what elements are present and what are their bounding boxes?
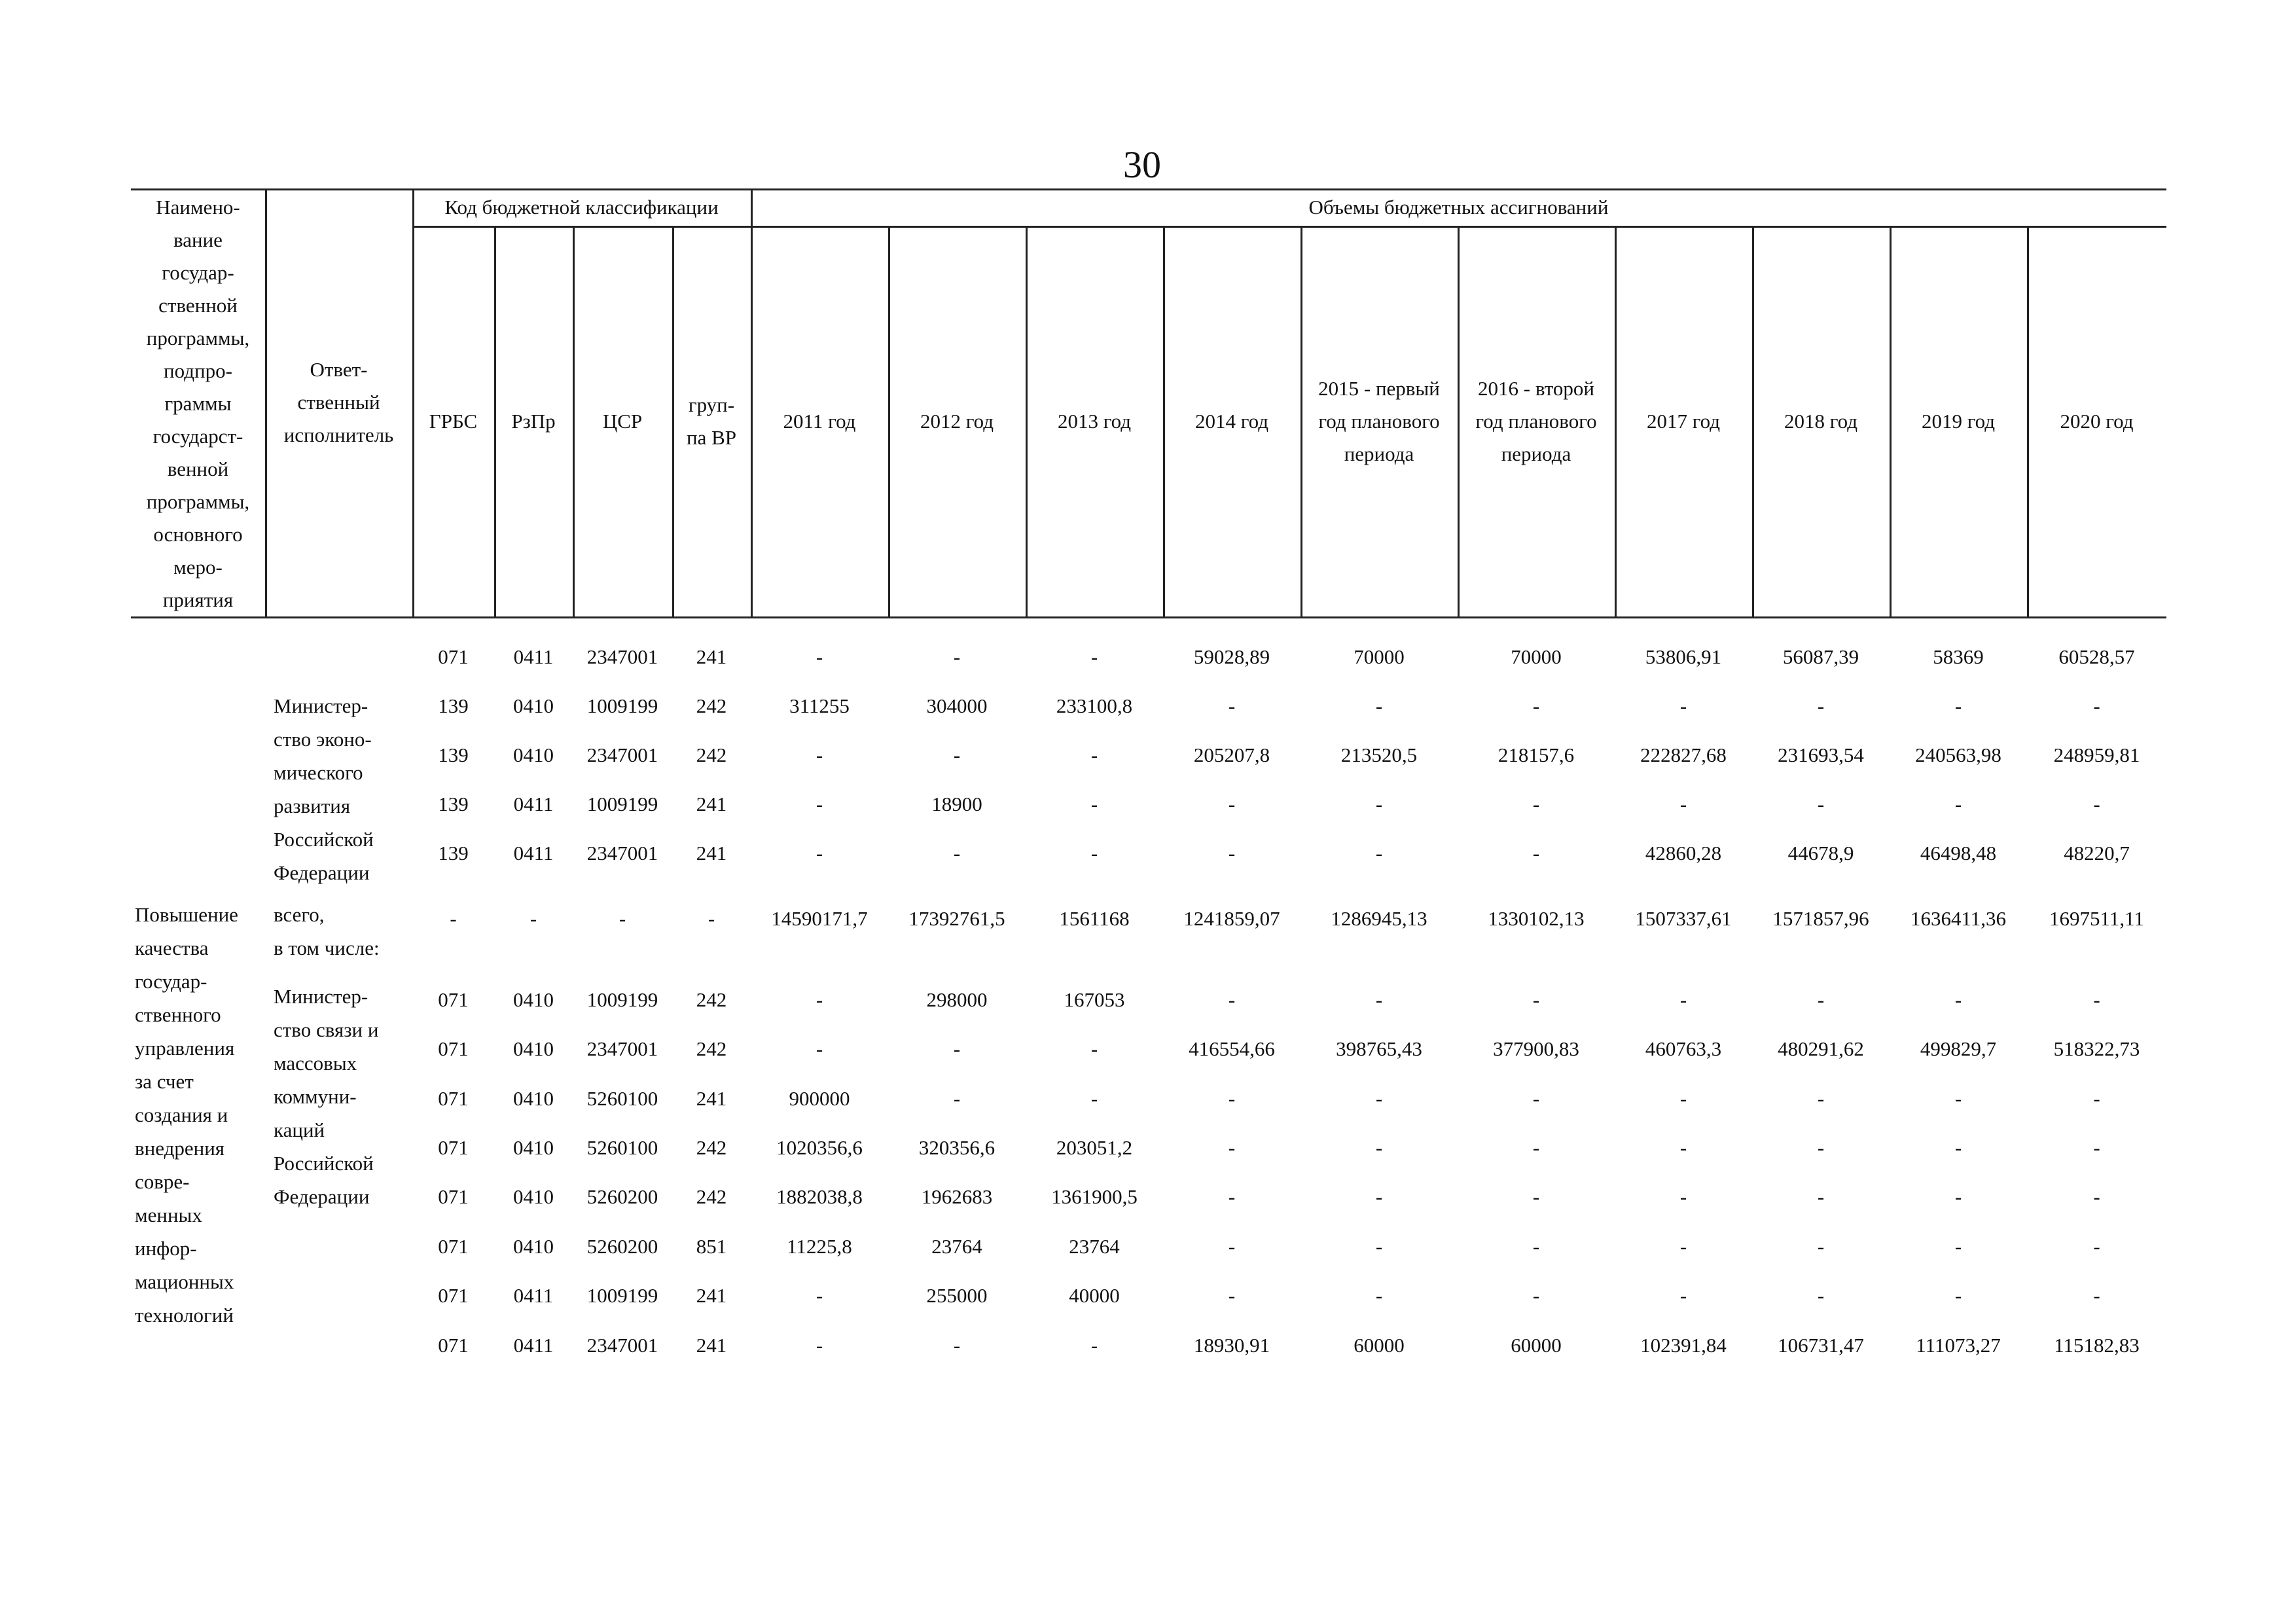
table-cell: -	[816, 793, 823, 815]
table-cell: 499829,7	[1920, 1037, 1997, 1060]
table-cell: -	[953, 1087, 961, 1110]
table-cell: -	[953, 1334, 961, 1357]
table-cell: -	[708, 907, 715, 930]
table-cell: -	[1532, 842, 1540, 865]
table-cell: -	[1375, 1284, 1383, 1307]
table-cell: 1009199	[586, 793, 658, 815]
table-cell: -	[2093, 1185, 2100, 1208]
table-cell: -	[1679, 1087, 1687, 1110]
table-cell: 14590171,7	[771, 907, 868, 930]
column-header: 2015 - первый год планового периода	[1318, 376, 1440, 465]
table-cell: -	[1532, 793, 1540, 815]
table-cell: 48220,7	[2064, 842, 2130, 865]
table-cell: 213520,5	[1340, 743, 1418, 766]
table-cell: 1571857,96	[1772, 907, 1869, 930]
table-cell: -	[1817, 694, 1825, 717]
column-header: 2020 год	[2060, 409, 2134, 433]
table-cell: -	[816, 1334, 823, 1357]
table-cell: 304000	[926, 694, 988, 717]
table-cell: 241	[696, 1334, 727, 1357]
table-cell: -	[1228, 1235, 1236, 1258]
table-cell: 58369	[1933, 645, 1984, 668]
table-cell: -	[1817, 1136, 1825, 1159]
table-cell: 1009199	[586, 694, 658, 717]
table-cell: 0411	[513, 793, 554, 815]
table-cell: 139	[438, 743, 469, 766]
table-cell: 320356,6	[918, 1136, 996, 1159]
table-cell: 139	[438, 842, 469, 865]
table-cell: 2347001	[586, 645, 658, 668]
table-cell: 0410	[513, 1037, 554, 1060]
table-cell: 0410	[513, 988, 554, 1011]
table-cell: 115182,83	[2054, 1334, 2140, 1357]
table-cell: 1330102,13	[1488, 907, 1585, 930]
table-cell: 900000	[789, 1087, 850, 1110]
table-cell: -	[1375, 1087, 1383, 1110]
table-cell: -	[1954, 793, 1962, 815]
table-cell: 42860,28	[1645, 842, 1722, 865]
table-cell: 1020356,6	[776, 1136, 863, 1159]
table-cell: -	[1228, 1284, 1236, 1307]
table-cell: 2347001	[586, 1334, 658, 1357]
table-cell: 60528,57	[2058, 645, 2135, 668]
table-cell: -	[1532, 694, 1540, 717]
table-cell: 241	[696, 645, 727, 668]
table-cell: 205207,8	[1193, 743, 1270, 766]
table-cell: 1241859,07	[1183, 907, 1280, 930]
column-header: 2019 год	[1921, 409, 1996, 433]
table-cell: -	[1532, 1185, 1540, 1208]
table-cell: 071	[438, 1235, 469, 1258]
table-cell: 60000	[1511, 1334, 1562, 1357]
table-cell: -	[1679, 1284, 1687, 1307]
table-cell: 241	[696, 842, 727, 865]
table-cell: 2347001	[586, 743, 658, 766]
table-cell: -	[2093, 1087, 2100, 1110]
table-cell: -	[1375, 842, 1383, 865]
table-cell: -	[1228, 1185, 1236, 1208]
table-cell: 242	[696, 1136, 727, 1159]
table-cell: 460763,3	[1645, 1037, 1722, 1060]
table-cell: 46498,48	[1920, 842, 1997, 865]
table-cell: -	[2093, 1284, 2100, 1307]
table-cell: 139	[438, 793, 469, 815]
header-budget-code-group: Код бюджетной классификации	[444, 195, 719, 219]
table-cell: -	[1090, 1334, 1098, 1357]
table-cell: 5260100	[586, 1087, 658, 1110]
table-cell: 071	[438, 1334, 469, 1357]
column-header: 2012 год	[920, 409, 994, 433]
table-cell: -	[816, 1037, 823, 1060]
column-header: 2013 год	[1057, 409, 1132, 433]
table-cell: -	[1679, 694, 1687, 717]
page-number: 30	[1123, 143, 1161, 186]
header-bottom-rule	[131, 616, 2166, 618]
table-cell: -	[1375, 694, 1383, 717]
table-cell: -	[1228, 1087, 1236, 1110]
table-cell: 248959,81	[2053, 743, 2140, 766]
table-cell: -	[1375, 1185, 1383, 1208]
table-cell: 17392761,5	[908, 907, 1005, 930]
table-cell: 518322,73	[2053, 1037, 2140, 1060]
table-cell: -	[953, 842, 961, 865]
table-cell: -	[1817, 1185, 1825, 1208]
table-cell: 2347001	[586, 842, 658, 865]
table-cell: -	[1679, 988, 1687, 1011]
table-cell: 70000	[1354, 645, 1405, 668]
table-cell: 53806,91	[1645, 645, 1722, 668]
table-cell: 0410	[513, 1235, 554, 1258]
table-cell: 139	[438, 694, 469, 717]
table-cell: 0411	[513, 842, 554, 865]
column-header: ЦСР	[602, 409, 643, 433]
total-label: всего, в том числе:	[274, 903, 380, 959]
table-cell: -	[2093, 1136, 2100, 1159]
table-cell: -	[1817, 793, 1825, 815]
executor-label: Министер- ство связи и массовых коммуни- каций Российской Федерации	[274, 985, 379, 1208]
table-cell: 1009199	[586, 1284, 658, 1307]
table-cell: 5260200	[586, 1185, 658, 1208]
table-cell: 44678,9	[1787, 842, 1854, 865]
table-cell: -	[1228, 842, 1236, 865]
table-cell: 56087,39	[1782, 645, 1859, 668]
table-cell: -	[953, 645, 961, 668]
table-cell: 11225,8	[787, 1235, 852, 1258]
table-cell: -	[1817, 1087, 1825, 1110]
table-cell: -	[1954, 1284, 1962, 1307]
program-name-label: Повышение качества государ- ственного управления за счет создания и внедрения совре- менных инфор- мационных технологий	[135, 903, 238, 1327]
table-cell: -	[1817, 988, 1825, 1011]
table-cell: -	[1954, 1136, 1962, 1159]
table-cell: 071	[438, 1037, 469, 1060]
table-cell: -	[816, 1284, 823, 1307]
header-budget-volume-group: Объемы бюджетных ассигнований	[1308, 195, 1609, 219]
table-cell: 0411	[513, 1334, 554, 1357]
table-cell: -	[1532, 1136, 1540, 1159]
table-cell: 1636411,36	[1910, 907, 2007, 930]
table-cell: -	[953, 1037, 961, 1060]
table-cell: -	[1090, 842, 1098, 865]
table-cell: -	[1375, 793, 1383, 815]
table-cell: 0410	[513, 1136, 554, 1159]
table-cell: -	[1375, 1136, 1383, 1159]
table-cell: 60000	[1354, 1334, 1405, 1357]
table-cell: -	[1679, 1185, 1687, 1208]
column-header: 2011 год	[783, 409, 856, 433]
table-cell: -	[1375, 988, 1383, 1011]
table-cell: 311255	[789, 694, 850, 717]
table-cell: 1286945,13	[1331, 907, 1427, 930]
table-cell: 398765,43	[1336, 1037, 1422, 1060]
table-cell: 0411	[513, 645, 554, 668]
table-cell: -	[1954, 1087, 1962, 1110]
table-cell: -	[1954, 694, 1962, 717]
table-cell: -	[1532, 988, 1540, 1011]
table-cell: 0411	[513, 1284, 554, 1307]
table-cell: 071	[438, 1185, 469, 1208]
table-cell: -	[1954, 1235, 1962, 1258]
table-cell: 1507337,61	[1635, 907, 1732, 930]
table-cell: 40000	[1069, 1284, 1120, 1307]
table-cell: 071	[438, 1284, 469, 1307]
table-cell: 1882038,8	[776, 1185, 863, 1208]
column-header: ГРБС	[429, 409, 478, 433]
table-cell: -	[1532, 1087, 1540, 1110]
header-executor: Ответ- ственный исполнитель	[283, 358, 394, 446]
table-cell: -	[529, 907, 537, 930]
table-cell: -	[2093, 793, 2100, 815]
header-program-name: Наимено- вание государ- ственной программы, подпро- граммы государст- венной программы, основного меро- приятия	[146, 196, 250, 611]
table-cell: 242	[696, 1037, 727, 1060]
table-cell: -	[450, 907, 457, 930]
table-cell: -	[1532, 1235, 1540, 1258]
table-cell: 111073,27	[1916, 1334, 2001, 1357]
table-cell: -	[1228, 1136, 1236, 1159]
table-cell: -	[1679, 1235, 1687, 1258]
table-cell: -	[1090, 1087, 1098, 1110]
column-header: 2014 год	[1194, 409, 1269, 433]
table-cell: 416554,66	[1189, 1037, 1275, 1060]
table-cell: 0410	[513, 694, 554, 717]
table-cell: 241	[696, 1284, 727, 1307]
table-cell: -	[1817, 1235, 1825, 1258]
table-cell: 071	[438, 645, 469, 668]
table-cell: 071	[438, 1087, 469, 1110]
table-cell: 242	[696, 694, 727, 717]
table-cell: -	[1228, 694, 1236, 717]
table-cell: 851	[696, 1235, 727, 1258]
table-cell: 5260100	[586, 1136, 658, 1159]
table-cell: 18900	[931, 793, 982, 815]
table-cell: -	[1954, 988, 1962, 1011]
column-header: 2018 год	[1784, 409, 1858, 433]
table-cell: -	[1090, 743, 1098, 766]
table-cell: 242	[696, 988, 727, 1011]
table-cell: 70000	[1511, 645, 1562, 668]
table-cell: -	[1228, 793, 1236, 815]
table-cell: 59028,89	[1193, 645, 1270, 668]
table-cell: 23764	[1069, 1235, 1120, 1258]
table-cell: -	[2093, 694, 2100, 717]
column-header: 2017 год	[1646, 409, 1721, 433]
table-cell: 233100,8	[1056, 694, 1133, 717]
executor-label: Министер- ство эконо- мического развития Российской Федерации	[274, 694, 374, 884]
table-cell: 1697511,11	[2049, 907, 2144, 930]
column-header: 2016 - второй год планового периода	[1475, 376, 1597, 465]
table-cell: 102391,84	[1640, 1334, 1727, 1357]
table-cell: -	[816, 842, 823, 865]
table-cell: 5260200	[586, 1235, 658, 1258]
column-header: груп- па ВР	[686, 393, 737, 449]
table-cell: -	[619, 907, 626, 930]
table-cell: 167053	[1064, 988, 1125, 1011]
table-cell: 1962683	[921, 1185, 993, 1208]
table-cell: 071	[438, 1136, 469, 1159]
table-cell: 0410	[513, 1185, 554, 1208]
table-cell: -	[1090, 645, 1098, 668]
table-cell: 298000	[926, 988, 988, 1011]
table-cell: -	[1090, 1037, 1098, 1060]
table-cell: -	[1228, 988, 1236, 1011]
table-cell: -	[2093, 988, 2100, 1011]
table-cell: 071	[438, 988, 469, 1011]
table-cell: -	[1375, 1235, 1383, 1258]
table-cell: 242	[696, 743, 727, 766]
table-cell: 1361900,5	[1051, 1185, 1138, 1208]
table-cell: 0410	[513, 1087, 554, 1110]
table-cell: 106731,47	[1778, 1334, 1864, 1357]
table-cell: -	[1090, 793, 1098, 815]
table-cell: -	[1954, 1185, 1962, 1208]
table-cell: -	[2093, 1235, 2100, 1258]
table-cell: 242	[696, 1185, 727, 1208]
table-cell: -	[816, 743, 823, 766]
table-cell: 23764	[931, 1235, 982, 1258]
table-cell: 1561168	[1059, 907, 1130, 930]
column-header: РзПр	[511, 409, 556, 433]
table-cell: -	[1532, 1284, 1540, 1307]
table-cell: 2347001	[586, 1037, 658, 1060]
table-cell: -	[953, 743, 961, 766]
table-cell: -	[1679, 1136, 1687, 1159]
table-cell: 203051,2	[1056, 1136, 1133, 1159]
table-cell: -	[816, 988, 823, 1011]
table-cell: -	[816, 645, 823, 668]
table-cell: -	[1679, 793, 1687, 815]
table-cell: -	[1817, 1284, 1825, 1307]
table-cell: 240563,98	[1915, 743, 2001, 766]
table-cell: 255000	[926, 1284, 988, 1307]
table-cell: 1009199	[586, 988, 658, 1011]
table-cell: 0410	[513, 743, 554, 766]
table-cell: 222827,68	[1640, 743, 1727, 766]
table-cell: 480291,62	[1778, 1037, 1864, 1060]
table-cell: 241	[696, 1087, 727, 1110]
table-cell: 218157,6	[1498, 743, 1575, 766]
table-cell: 377900,83	[1493, 1037, 1579, 1060]
table-cell: 241	[696, 793, 727, 815]
table-cell: 231693,54	[1778, 743, 1864, 766]
table-cell: 18930,91	[1193, 1334, 1270, 1357]
